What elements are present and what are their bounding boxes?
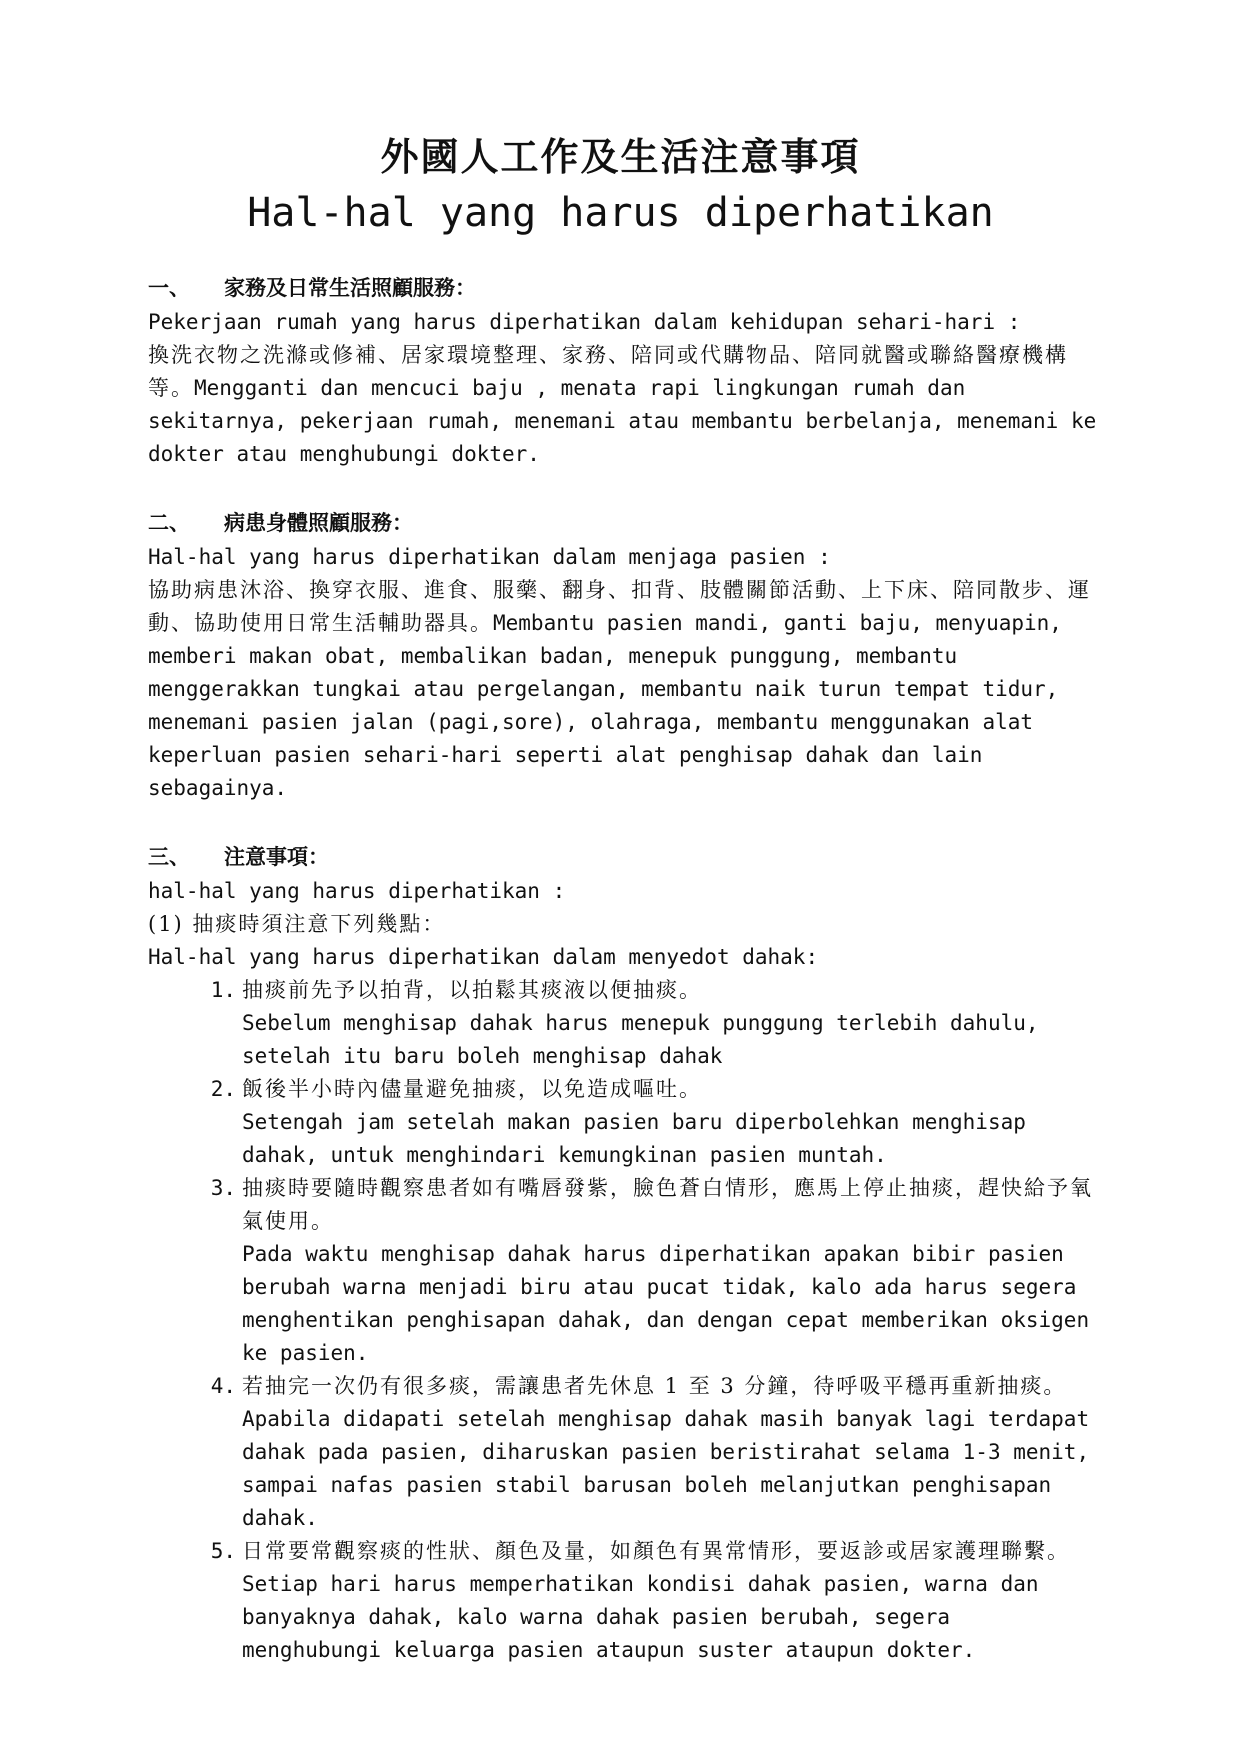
suction-notes-list	[148, 974, 1098, 1667]
item-chinese: 抽痰時要隨時觀察患者如有嘴唇發紫，臉色蒼白情形，應馬上停止抽痰，趕快給予氧氣使用。	[242, 1176, 1093, 1233]
section-intro: hal-hal yang harus diperhatikan :	[148, 879, 566, 903]
item-chinese: 抽痰前先予以拍背，以拍鬆其痰液以便抽痰。	[242, 978, 702, 1002]
list-item	[148, 974, 1098, 1073]
paragraph-chinese: 換洗衣物之洗滌或修補、居家環境整理、家務、陪同或代購物品、陪同就醫或聯絡醫療機構等。	[148, 343, 1068, 400]
section-number: 二、	[148, 510, 190, 535]
subsection-title-indonesian: Hal-hal yang harus diperhatikan dalam menyedot dahak:	[148, 945, 819, 969]
item-indonesian: Sebelum menghisap dahak harus menepuk punggung terlebih dahulu, setelah itu baru boleh menghisap dahak	[242, 1011, 1039, 1068]
list-item	[148, 1073, 1098, 1172]
item-indonesian: Setiap hari harus memperhatikan kondisi dahak pasien, warna dan banyaknya dahak, kalo warna dahak pasien berubah, segera menghubungi keluarga pasien ataupun suster ataupun dokter.	[242, 1572, 1039, 1662]
list-item	[148, 1172, 1098, 1370]
title-chinese: 外國人工作及生活注意事項	[380, 134, 861, 179]
item-number: 5.	[210, 1539, 236, 1563]
section-household	[148, 270, 1098, 471]
section-title: 注意事項：	[224, 844, 329, 869]
section-heading	[148, 505, 1098, 541]
list-item	[148, 1370, 1098, 1535]
item-indonesian: Pada waktu menghisap dahak harus diperhatikan apakan bibir pasien berubah warna menjadi biru atau pucat tidak, kalo ada harus segera menghentikan penghisapan dahak, dan dengan cepat memberikan oksigen ke pasien.	[242, 1242, 1090, 1365]
item-number: 2.	[210, 1077, 236, 1101]
section-paragraph	[148, 574, 1098, 805]
section-patient-care	[148, 505, 1098, 805]
item-chinese: 日常要常觀察痰的性狀、顏色及量，如顏色有異常情形，要返診或居家護理聯繫。	[242, 1539, 1070, 1563]
item-indonesian: Setengah jam setelah makan pasien baru diperbolehkan menghisap dahak, untuk menghindari kemungkinan pasien muntah.	[242, 1110, 1026, 1167]
section-paragraph	[148, 339, 1098, 471]
item-chinese: 若抽完一次仍有很多痰，需讓患者先休息 1 至 3 分鐘，待呼吸平穩再重新抽痰。	[242, 1374, 1067, 1398]
item-chinese: 飯後半小時內儘量避免抽痰，以免造成嘔吐。	[242, 1077, 702, 1101]
item-number: 3.	[210, 1176, 236, 1200]
section-number: 一、	[148, 275, 190, 300]
section-intro: Pekerjaan rumah yang harus diperhatikan dalam kehidupan sehari-hari :	[148, 310, 1021, 334]
paragraph-indonesian: Mengganti dan mencuci baju , menata rapi lingkungan rumah dan sekitarnya, pekerjaan rumah, menemani atau membantu berbelanja, menemani ke dokter atau menghubungi dokter.	[148, 376, 1097, 466]
section-title: 家務及日常生活照顧服務：	[224, 275, 476, 300]
section-heading	[148, 839, 1098, 875]
item-indonesian: Apabila didapati setelah menghisap dahak masih banyak lagi terdapat dahak pada pasien, diharuskan pasien beristirahat selama 1-3 menit, sampai nafas pasien stabil barusan boleh melanjutkan penghisapan dahak.	[242, 1407, 1090, 1530]
title-indonesian: Hal-hal yang harus diperhatikan	[247, 190, 994, 236]
document-body	[148, 270, 1098, 1667]
list-item	[148, 1535, 1098, 1667]
paragraph-indonesian: Membantu pasien mandi, ganti baju, menyuapin, memberi makan obat, membalikan badan, menepuk punggung, membantu menggerakkan tungkai atau pergelangan, membantu naik turun tempat tidur, menemani pasien jalan (pagi,sore), olahraga, membantu menggunakan alat keperluan pasien sehari-hari seperti alat penghisap dahak dan lain sebagainya.	[148, 611, 1062, 800]
section-number: 三、	[148, 844, 190, 869]
paragraph-chinese: 協助病患沐浴、換穿衣服、進食、服藥、翻身、扣背、肢體關節活動、上下床、陪同散步、運動、協助使用日常生活輔助器具。	[148, 578, 1091, 635]
section-heading	[148, 270, 1098, 306]
subsection-title-chinese: (1) 抽痰時須注意下列幾點：	[148, 912, 446, 936]
section-notes	[148, 839, 1098, 1667]
item-number: 4.	[210, 1374, 236, 1398]
item-number: 1.	[210, 978, 236, 1002]
section-intro: Hal-hal yang harus diperhatikan dalam menjaga pasien :	[148, 545, 831, 569]
section-title: 病患身體照顧服務：	[224, 510, 413, 535]
